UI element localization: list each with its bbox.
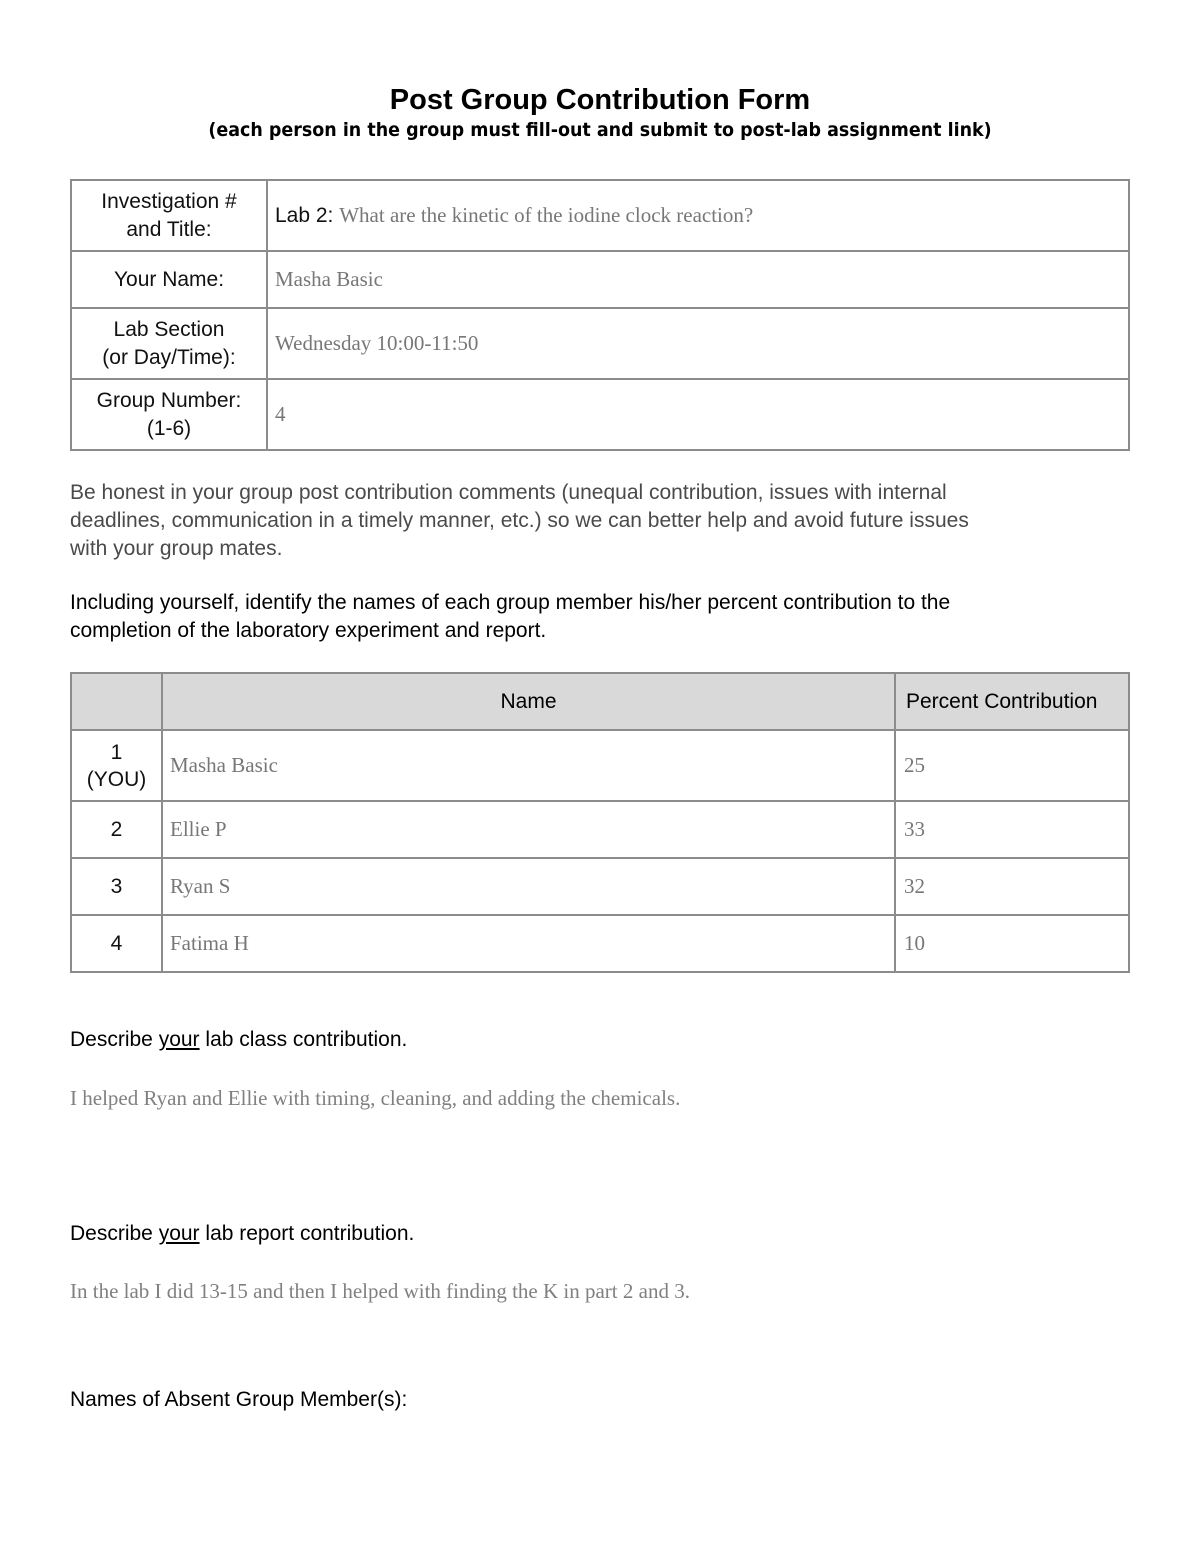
prompt-text: Describe	[70, 1028, 159, 1051]
row-number: 4	[71, 915, 162, 972]
table-row	[71, 730, 1129, 801]
group-row	[71, 379, 1129, 450]
header-name: Name	[162, 673, 895, 730]
member-percent[interactable]: 33	[895, 801, 1129, 858]
section-label	[71, 308, 267, 379]
investigation-prefix: Lab 2:	[275, 204, 340, 227]
section-row	[71, 308, 1129, 379]
member-percent[interactable]: 10	[895, 915, 1129, 972]
identify-line: completion of the laboratory experiment and report.	[70, 619, 547, 642]
table-row	[71, 915, 1129, 972]
prompt-text: lab report contribution.	[199, 1222, 415, 1245]
class-contribution-prompt	[70, 1028, 407, 1052]
honesty-line: deadlines, communication in a timely manner, etc.) so we can better help and avoid future issues	[70, 509, 969, 532]
member-name[interactable]: Ryan S	[162, 858, 895, 915]
class-contribution-answer[interactable]: I helped Ryan and Ellie with timing, cleaning, and adding the chemicals.	[70, 1086, 681, 1110]
group-label	[71, 379, 267, 450]
header-number	[71, 673, 162, 730]
identify-paragraph	[70, 589, 1120, 645]
honesty-line: with your group mates.	[70, 537, 283, 560]
info-table	[70, 179, 1130, 451]
form-title: Post Group Contribution Form	[389, 84, 811, 116]
section-label-line1: Lab Section	[113, 317, 225, 341]
report-contribution-answer[interactable]: In the lab I did 13-15 and then I helped with finding the K in part 2 and 3.	[70, 1279, 690, 1303]
row-number: 3	[71, 858, 162, 915]
section-label-line2: (or Day/Time):	[102, 345, 236, 369]
investigation-label-line1: Investigation #	[101, 189, 237, 213]
member-name[interactable]: Ellie P	[162, 801, 895, 858]
table-row	[71, 858, 1129, 915]
group-label-line1: Group Number:	[96, 388, 242, 412]
group-value[interactable]: 4	[267, 379, 1129, 450]
contribution-header-row	[71, 673, 1129, 730]
member-name[interactable]: Masha Basic	[162, 730, 895, 801]
identify-line: Including yourself, identify the names of each group member his/her percent contribution to the	[70, 591, 951, 614]
row-number-value: 1	[110, 740, 123, 764]
name-label: Your Name:	[71, 251, 267, 308]
form-subtitle: (each person in the group must fill-out and submit to post-lab assignment link)	[208, 119, 992, 141]
prompt-text: Describe	[70, 1222, 159, 1245]
investigation-row	[71, 180, 1129, 251]
report-contribution-prompt	[70, 1222, 414, 1246]
member-name[interactable]: Fatima H	[162, 915, 895, 972]
row-number	[71, 730, 162, 801]
member-percent[interactable]: 25	[895, 730, 1129, 801]
group-label-line2: (1-6)	[146, 416, 192, 440]
member-percent[interactable]: 32	[895, 858, 1129, 915]
name-value[interactable]: Masha Basic	[267, 251, 1129, 308]
investigation-label	[71, 180, 267, 251]
investigation-label-line2: and Title:	[126, 217, 212, 241]
contribution-table	[70, 672, 1130, 973]
prompt-emphasis: your	[158, 1222, 200, 1245]
absent-members-label: Names of Absent Group Member(s):	[70, 1388, 408, 1411]
honesty-paragraph	[70, 479, 1120, 563]
prompt-emphasis: your	[158, 1028, 200, 1051]
header-percent: Percent Contribution	[895, 673, 1129, 730]
section-value[interactable]: Wednesday 10:00-11:50	[267, 308, 1129, 379]
honesty-line: Be honest in your group post contribution comments (unequal contribution, issues with internal	[70, 481, 947, 504]
investigation-value[interactable]	[267, 180, 1129, 251]
table-row	[71, 801, 1129, 858]
prompt-text: lab class contribution.	[199, 1028, 408, 1051]
investigation-title: What are the kinetic of the iodine clock reaction?	[339, 203, 754, 227]
you-marker: (YOU)	[86, 767, 147, 791]
row-number: 2	[71, 801, 162, 858]
name-row	[71, 251, 1129, 308]
